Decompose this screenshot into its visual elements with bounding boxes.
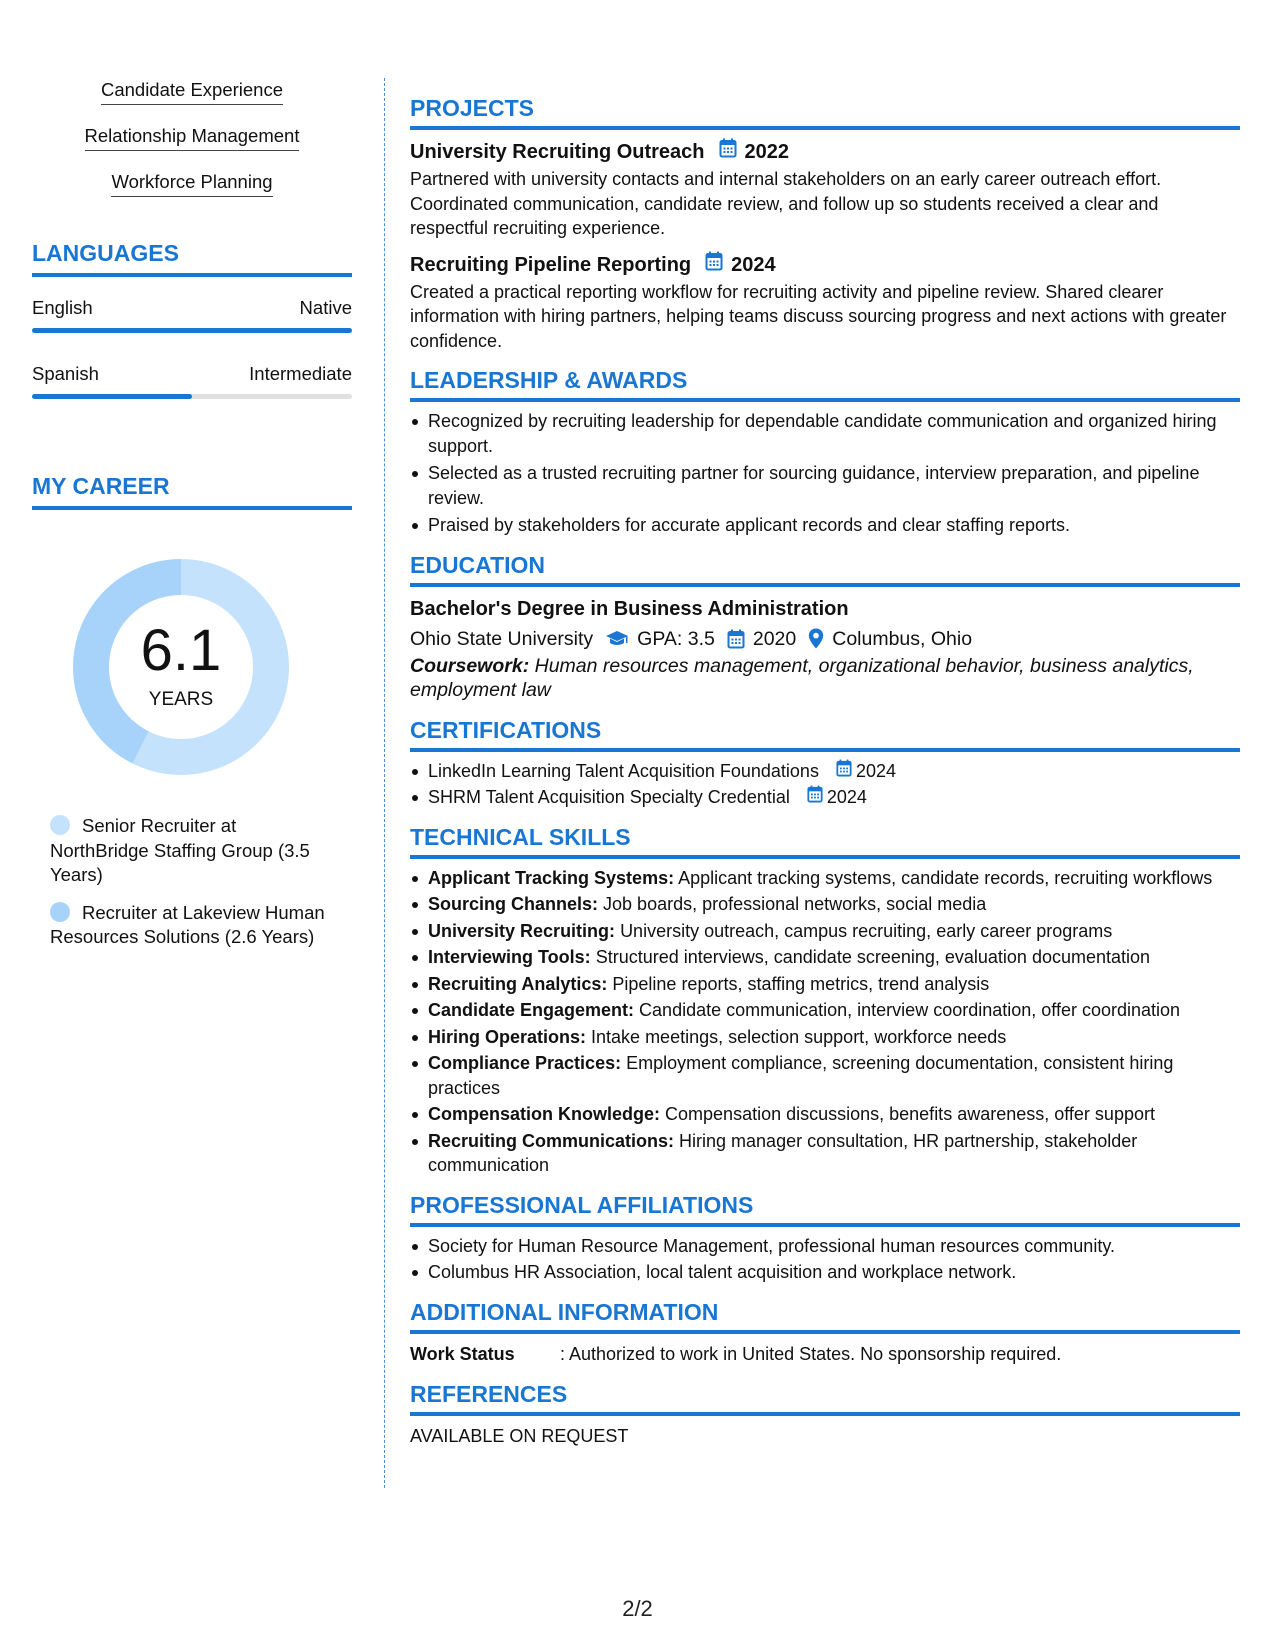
- career-legend-item: [50, 814, 330, 888]
- education-gpa: GPA: 3.5: [637, 627, 715, 650]
- projects-section: [410, 95, 1240, 353]
- work-status-row: [410, 1341, 1240, 1367]
- career-section: [32, 473, 352, 950]
- certification-item: [410, 759, 1240, 784]
- list-item: Columbus HR Association, local talent acquisition and workplace network.: [410, 1260, 1240, 1285]
- skill-label: Sourcing Channels:: [428, 894, 599, 914]
- language-name: Spanish: [32, 363, 99, 384]
- certification-name: LinkedIn Learning Talent Acquisition Foundations: [428, 760, 819, 781]
- skill-item: [410, 1051, 1240, 1100]
- career-heading: MY CAREER: [32, 473, 352, 510]
- list-item: Society for Human Resource Management, professional human resources community.: [410, 1234, 1240, 1259]
- skill-label: University Recruiting:: [428, 920, 616, 941]
- calendar-icon: [836, 759, 852, 784]
- career-total-unit: YEARS: [148, 689, 214, 710]
- skill-text: Pipeline reports, staffing metrics, trend analysis: [612, 973, 990, 994]
- education-degree: Bachelor's Degree in Business Administration: [410, 597, 849, 620]
- coursework-text: Human resources management, organizational behavior, business analytics, employment law: [410, 654, 1194, 701]
- education-section: [410, 552, 1240, 703]
- skill-text: Employment compliance, screening documentation, consistent hiring practices: [428, 1053, 1174, 1098]
- references-heading: REFERENCES: [410, 1381, 1240, 1416]
- skill-text: Job boards, professional networks, social media: [603, 894, 987, 914]
- location-pin-icon: [808, 628, 824, 649]
- education-heading: EDUCATION: [410, 552, 1240, 587]
- additional-info-heading: ADDITIONAL INFORMATION: [410, 1299, 1240, 1334]
- certification-year: 2024: [826, 787, 867, 807]
- list-item: Selected as a trusted recruiting partner for sourcing guidance, interview preparation, and pipeline review.: [410, 461, 1240, 510]
- leadership-section: [410, 367, 1240, 538]
- skill-item: [410, 945, 1240, 970]
- skill-item: [410, 998, 1240, 1023]
- affiliations-heading: PROFESSIONAL AFFILIATIONS: [410, 1192, 1240, 1227]
- project-year: 2024: [731, 253, 776, 276]
- project-title: University Recruiting Outreach: [410, 141, 705, 163]
- skill-label: Applicant Tracking Systems:: [428, 867, 675, 888]
- leadership-heading: LEADERSHIP & AWARDS: [410, 367, 1240, 402]
- list-item: Praised by stakeholders for accurate applicant records and clear staffing reports.: [410, 513, 1240, 538]
- language-item: [32, 297, 352, 333]
- language-level: Native: [299, 297, 352, 318]
- languages-heading: LANGUAGES: [32, 240, 352, 277]
- skill-label: Interviewing Tools:: [428, 947, 591, 967]
- skill-tag: Candidate Experience: [101, 78, 283, 105]
- skill-text: Hiring manager consultation, HR partnership, stakeholder communication: [428, 1130, 1138, 1175]
- skill-text: Candidate communication, interview coordination, offer coordination: [639, 1000, 1181, 1020]
- technical-skills-heading: TECHNICAL SKILLS: [410, 824, 1240, 859]
- skill-item: [410, 1102, 1240, 1127]
- work-status-label: Work Status: [410, 1343, 515, 1364]
- education-meta: [410, 624, 1240, 654]
- project-description: Partnered with university contacts and internal stakeholders on an early career outreach effort. Coordinated communication, candidate review, and follow up so students received a clear and respectful recruiting experience.: [410, 169, 1162, 238]
- career-total-value: 6.1: [140, 618, 222, 683]
- projects-heading: PROJECTS: [410, 95, 1240, 130]
- language-proficiency-fill: [32, 394, 192, 399]
- education-school: Ohio State University: [410, 627, 594, 650]
- career-legend: [32, 814, 352, 950]
- column-divider: [384, 78, 385, 1488]
- project-description: Created a practical reporting workflow for recruiting activity and pipeline review. Shared clearer information with hiring partners, helping teams discuss sourcing progress and next actions with greater confidence.: [410, 281, 1227, 351]
- language-item: [32, 363, 352, 399]
- education-location: Columbus, Ohio: [832, 627, 973, 650]
- skill-label: Recruiting Analytics:: [428, 973, 608, 994]
- skill-label: Candidate Engagement:: [428, 1000, 635, 1020]
- project-item: [410, 137, 1240, 241]
- languages-section: [32, 240, 352, 399]
- language-proficiency-bar: [32, 394, 352, 399]
- certification-name: SHRM Talent Acquisition Specialty Credential: [428, 787, 790, 807]
- skill-label: Compensation Knowledge:: [428, 1104, 661, 1124]
- references-section: [410, 1381, 1240, 1449]
- career-legend-label: Senior Recruiter at NorthBridge Staffing Group (3.5 Years): [50, 815, 310, 885]
- legend-dot: [50, 815, 70, 835]
- certification-year: 2024: [855, 760, 897, 781]
- skill-label: Hiring Operations:: [428, 1026, 587, 1047]
- leadership-list: [410, 409, 1240, 538]
- skill-text: Applicant tracking systems, candidate records, recruiting workflows: [678, 867, 1213, 888]
- technical-skills-list: [410, 866, 1240, 1178]
- language-proficiency-bar: [32, 328, 352, 333]
- skill-tag: Relationship Management: [85, 124, 300, 151]
- calendar-icon: [719, 137, 737, 167]
- project-title: Recruiting Pipeline Reporting: [410, 253, 692, 276]
- certifications-heading: CERTIFICATIONS: [410, 717, 1240, 752]
- skill-item: [410, 866, 1240, 891]
- skill-text: Intake meetings, selection support, workforce needs: [591, 1026, 1007, 1047]
- skill-item: [410, 1129, 1240, 1178]
- calendar-icon: [705, 250, 723, 280]
- certification-item: [410, 785, 1240, 810]
- legend-dot: [50, 902, 70, 922]
- career-legend-label: Recruiter at Lakeview Human Resources Solutions (2.6 Years): [50, 901, 325, 947]
- career-legend-item: [50, 901, 330, 950]
- project-item: [410, 250, 1240, 354]
- project-year: 2022: [744, 141, 790, 163]
- coursework-label: Coursework:: [410, 654, 530, 677]
- skill-text: University outreach, campus recruiting, early career programs: [620, 920, 1113, 941]
- education-year: 2020: [752, 627, 797, 650]
- work-status-value: : Authorized to work in United States. No sponsorship required.: [560, 1343, 1062, 1364]
- language-proficiency-fill: [32, 328, 352, 333]
- skill-item: [410, 1025, 1240, 1050]
- calendar-icon: [727, 629, 745, 649]
- affiliations-section: [410, 1192, 1240, 1285]
- left-column: [32, 78, 352, 950]
- certifications-section: [410, 717, 1240, 810]
- skills-list: [32, 78, 352, 197]
- references-text: AVAILABLE ON REQUEST: [410, 1425, 629, 1446]
- technical-skills-section: [410, 824, 1240, 1178]
- additional-info-section: [410, 1299, 1240, 1367]
- skill-tag: Workforce Planning: [111, 170, 272, 197]
- page-number: 2/2: [622, 1596, 653, 1621]
- language-level: Intermediate: [249, 363, 352, 384]
- skill-label: Recruiting Communications:: [428, 1130, 675, 1151]
- skill-text: Compensation discussions, benefits awareness, offer support: [665, 1104, 1155, 1124]
- skill-item: [410, 892, 1240, 917]
- education-coursework: [410, 654, 1240, 703]
- language-name: English: [32, 297, 93, 318]
- skill-text: Structured interviews, candidate screening, evaluation documentation: [595, 947, 1151, 967]
- right-column: [410, 95, 1240, 1463]
- calendar-icon: [807, 785, 823, 810]
- skill-label: Compliance Practices:: [428, 1053, 622, 1073]
- affiliations-list: [410, 1234, 1240, 1285]
- skill-item: [410, 972, 1240, 997]
- graduation-cap-icon: [605, 630, 629, 648]
- skill-item: [410, 919, 1240, 944]
- list-item: Recognized by recruiting leadership for dependable candidate communication and organized hiring support.: [410, 409, 1240, 458]
- certifications-list: [410, 759, 1240, 810]
- career-donut-chart: [66, 552, 296, 782]
